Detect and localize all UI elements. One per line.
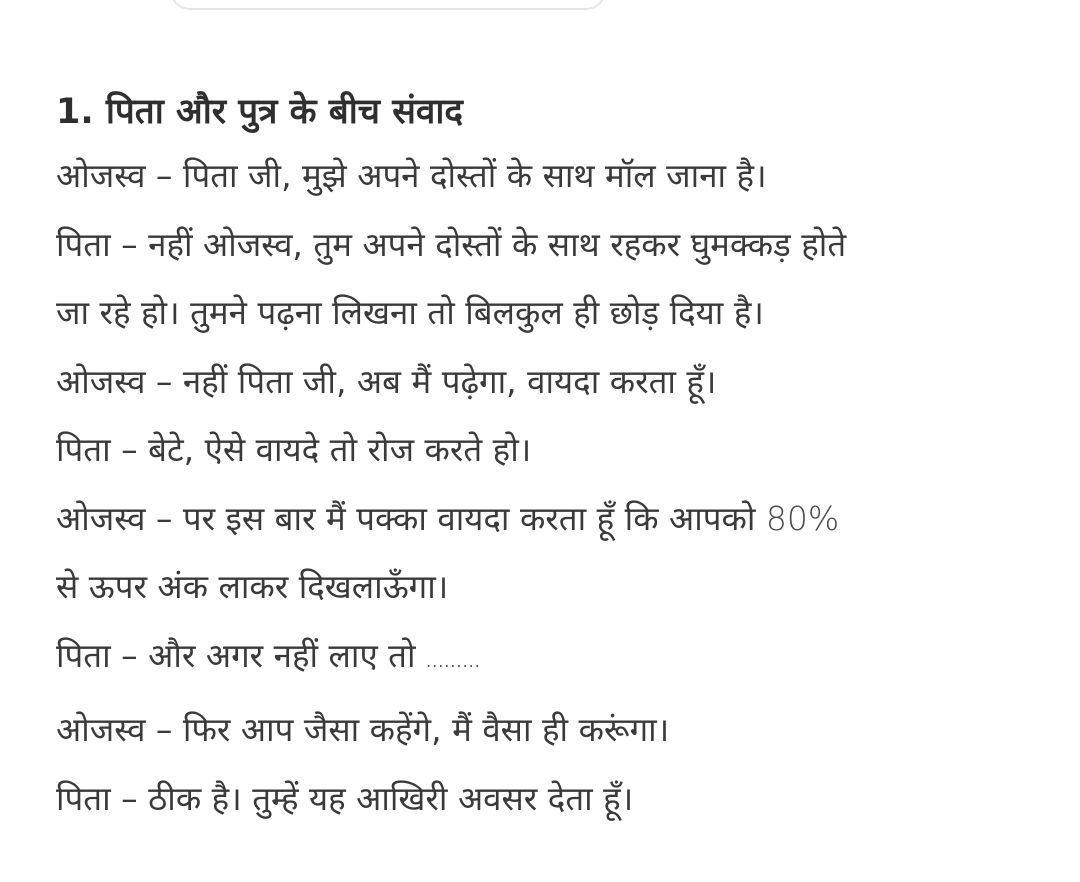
dialogue-line [56, 485, 1036, 554]
dialogue-line [56, 696, 1036, 765]
line-text: ओजस्व – पर इस बार मैं पक्का वायदा करता हूँ कि आपको [56, 498, 766, 538]
dialogue-article [56, 82, 1036, 833]
dialogue-line [56, 622, 1036, 697]
ellipsis-dots: ......... [426, 651, 481, 671]
percent-value: 80% [765, 498, 840, 538]
line-text: ओजस्व – फिर आप जैसा कहेंगे, मैं वैसा ही करूंगा। [56, 710, 670, 749]
line-text: पिता – ठीक है। तुम्हें यह आखिरी अवसर देता हूँ। [56, 778, 634, 818]
line-text: पिता – और अगर नहीं लाए तो [56, 635, 427, 675]
dialogue-line [56, 553, 1036, 622]
dialogue-line [56, 348, 1036, 417]
line-text: पिता – बेटे, ऐसे वायदे तो रोज करते हो। [56, 430, 532, 469]
dialogue-line [56, 765, 1036, 834]
dialogue-line [56, 142, 1036, 211]
line-text: जा रहे हो। तुमने पढ़ना लिखना तो बिलकुल ही छोड़ दिया है। [56, 293, 764, 332]
dialogue-line [56, 211, 1036, 280]
line-text: पिता – नहीं ओजस्व, तुम अपने दोस्तों के साथ रहकर घुमक्कड़ होते [56, 224, 847, 264]
line-text: ओजस्व – नहीं पिता जी, अब मैं पढ़ेगा, वायदा करता हूँ। [56, 361, 717, 401]
dialogue-line [56, 416, 1036, 485]
line-text: ओजस्व – पिता जी, मुझे अपने दोस्तों के साथ मॉल जाना है। [56, 156, 767, 195]
search-bar-edge[interactable] [170, 0, 606, 10]
dialogue-line [56, 279, 1036, 348]
dialogue-heading: 1. पिता और पुत्र के बीच संवाद [56, 92, 463, 132]
line-text: से ऊपर अंक लाकर दिखलाऊँगा। [56, 567, 449, 606]
